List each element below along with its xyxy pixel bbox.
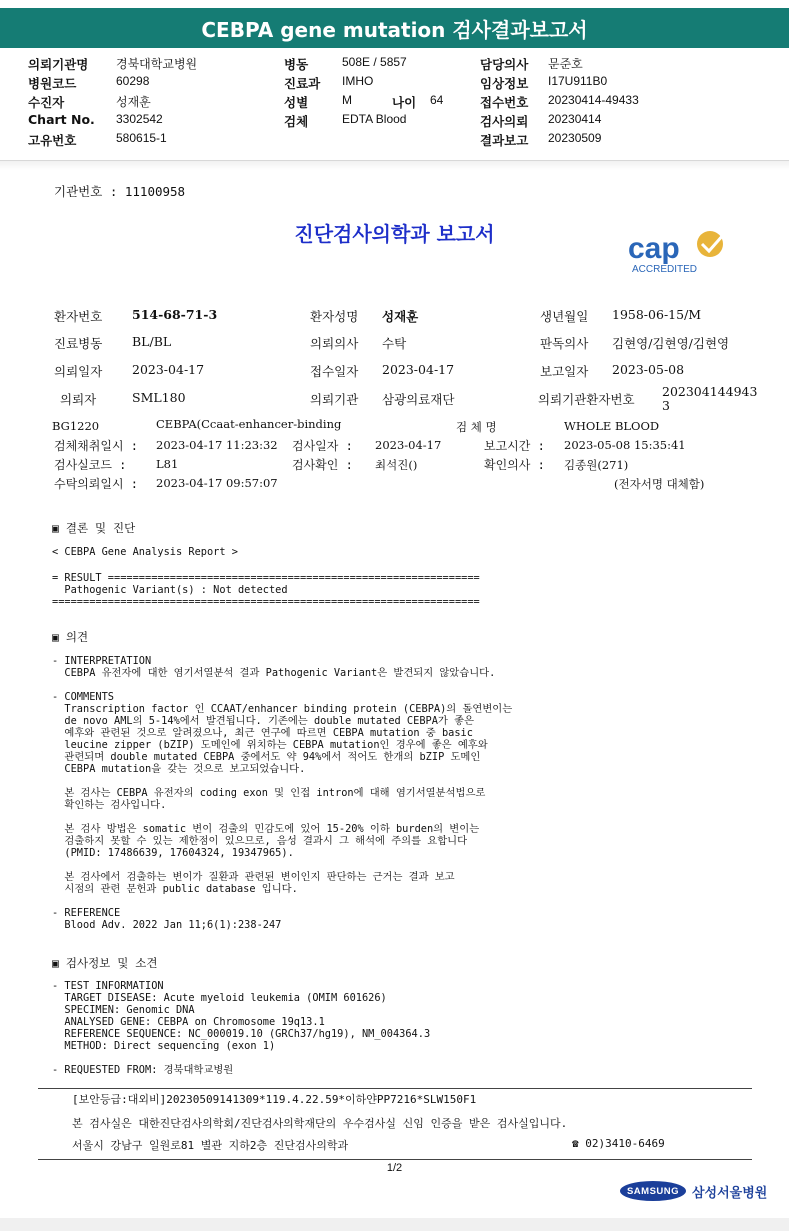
result-block: = RESULT ============================================================ Pathogenic Variant(s) : Not detected ===================================================================== [52, 572, 480, 608]
label-test-date: 검사일자 : [292, 439, 353, 453]
value-chart-no: 3302542 [116, 112, 163, 126]
label-clinical-info: 임상정보 [480, 76, 529, 91]
label-chart-no: Chart No. [28, 112, 95, 127]
label-accession-no: 접수번호 [480, 95, 529, 110]
security-line: [보안등급:대외비]20230509141309*119.4.22.59*이하얀PP7216*SLW150F1 [72, 1093, 477, 1106]
label-patient-no: 환자번호 [54, 309, 103, 324]
header-divider [0, 160, 789, 170]
section-opinion-title: ▣ 의견 [52, 630, 89, 644]
label-consign-time: 수탁의뢰일시 : [54, 477, 139, 491]
e-signature-note: (전자서명 대체함) [614, 477, 705, 491]
label-receipt-date: 접수일자 [310, 364, 359, 379]
label-attending-doctor: 담당의사 [480, 57, 529, 72]
section-test-info-title: ▣ 검사정보 및 소견 [52, 956, 158, 970]
patient-header [28, 55, 789, 150]
value-org-patient-no-cont: 3 [662, 398, 670, 413]
value-request-date: 2023-04-17 [132, 362, 205, 377]
label-report-time: 보고시간 : [484, 439, 545, 453]
label-reading-doctor: 판독의사 [540, 336, 589, 351]
label-ward: 병동 [284, 57, 309, 72]
label-age: 나이 [392, 95, 417, 110]
value-lab-code: L81 [156, 457, 179, 471]
value-sex: M [342, 93, 352, 107]
samsung-hospital-logo [620, 1180, 767, 1202]
label-collection-time: 검체채취일시 : [54, 439, 139, 453]
institution-number: 기관번호 : 11100958 [54, 184, 186, 199]
label-sex: 성별 [284, 95, 309, 110]
value-test-confirm: 최석진() [375, 458, 418, 472]
value-accession-no: 20230414-49433 [548, 93, 639, 107]
value-requesting-org: 삼광의료재단 [382, 392, 455, 407]
value-ordering-doctor: 수탁 [382, 336, 407, 351]
label-org-patient-no: 의뢰기관환자번호 [538, 392, 635, 407]
value-collection-time: 2023-04-17 11:23:32 [156, 438, 278, 452]
value-patient-no: 514-68-71-3 [132, 307, 218, 322]
address-line: 서울시 강남구 일원로81 별관 지하2층 진단검사의학과 [72, 1139, 349, 1152]
test-name: CEBPA(Ccaat-enhancer-binding [156, 417, 342, 431]
label-report-date: 보고일자 [540, 364, 589, 379]
opinion-block: - INTERPRETATION CEBPA 유전자에 대한 염기서열분석 결과 Pathogenic Variant은 발견되지 않았습니다. - COMMENTS Transcription factor 인 CCAAT/enhancer binding protein (CEBPA)의 돌연변이는 de novo AML의 5-14%에서 발견됩니다. 기존에는 double mutated CEBPA가 좋은 예후와 관련된 것으로 알려졌으나, 최근 연구에 따르면 CEBPA mutation 중 basic leucine zipper (bZIP) 도메인에 위치하는 CEBPA mutation인 경우에 좋은 예후와 관련되며 double mutated CEBPA 중에서도 약 94%에서 적어도 한개의 bZIP 도메인 CEBPA mutation을 갖는 것으로 보고되었습니다. 본 검사는 CEBPA 유전자의 coding exon 및 인접 intron에 대해 염기서열분석법으로 확인하는 검사입니다. 본 검사 방법은 somatic 변이 검출의 민감도에 있어 15-20% 이하 burden의 변이는 검출하지 못할 수 있는 제한점이 있으므로, 음성 결과시 그 해석에 주의를 요합니다 (PMID: 17486639, 17604324, 19347965). 본 검사에서 검출하는 변이가 질환과 관련된 변이인지 판단하는 근거는 결과 보고 시점의 관련 문헌과 public database 입니다. - REFERENCE Blood Adv. 2022 Jan 11;6(1):238-247 [52, 655, 513, 931]
label-birth-date: 생년월일 [540, 309, 589, 324]
label-request-date: 의뢰일자 [54, 364, 103, 379]
label-requester: 의뢰자 [60, 392, 97, 407]
value-receipt-date: 2023-04-17 [382, 362, 455, 377]
label-lab-code: 검사실코드 : [54, 458, 127, 472]
report-title: 진단검사의학과 보고서 [294, 222, 495, 246]
value-patient: 성재훈 [116, 95, 151, 109]
value-report-date: 2023-05-08 [612, 362, 685, 377]
label-patient-name: 환자성명 [310, 309, 359, 324]
page-number: 1/2 [386, 1162, 403, 1174]
section-conclusion-title: ▣ 결론 및 진단 [52, 521, 136, 535]
label-test-confirm: 검사확인 : [292, 458, 353, 472]
value-report-time: 2023-05-08 15:35:41 [564, 438, 686, 452]
value-birth-date: 1958-06-15/M [612, 307, 702, 322]
cap-accredited-logo [624, 226, 734, 276]
label-ward-bed: 진료병동 [54, 336, 103, 351]
certification-line: 본 검사실은 대한진단검사의학회/진단검사의학재단의 우수검사실 신임 인증을 받은 검사실입니다. [72, 1117, 568, 1130]
value-requester: SML180 [132, 390, 186, 405]
value-patient-name: 성재훈 [382, 309, 419, 324]
label-unique-no: 고유번호 [28, 133, 77, 148]
label-requesting-org: 의뢰기관 [310, 392, 359, 407]
value-unique-no: 580615-1 [116, 131, 167, 145]
label-department: 진료과 [284, 76, 321, 91]
label-hospital-code: 병원코드 [28, 76, 77, 91]
value-test-date: 2023-04-17 [375, 438, 442, 452]
value-ward-bed: BL/BL [132, 334, 172, 349]
value-specimen-name: WHOLE BLOOD [564, 419, 660, 433]
label-patient: 수진자 [28, 95, 65, 110]
samsung-brand: SAMSUNG [620, 1181, 686, 1201]
footer-box [38, 1088, 752, 1160]
value-result-report: 20230509 [548, 131, 602, 145]
value-clinical-info: I17U911B0 [548, 74, 608, 88]
value-age: 64 [430, 93, 444, 107]
label-specimen: 검체 [284, 114, 309, 129]
value-specimen: EDTA Blood [342, 112, 407, 126]
value-confirm-doctor: 김종원(271) [564, 458, 629, 472]
phone-line: ☎ 02)3410-6469 [572, 1137, 665, 1150]
value-reading-doctor: 김현영/김현영/김현영 [612, 336, 730, 351]
label-ordering-doctor: 의뢰의사 [310, 336, 359, 351]
hospital-name: 삼성서울병원 [692, 1185, 768, 1201]
label-test-request: 검사의뢰 [480, 114, 529, 129]
report-name: < CEBPA Gene Analysis Report > [52, 546, 238, 558]
cap-logo-text: cap [628, 232, 680, 265]
label-result-report: 결과보고 [480, 133, 529, 148]
value-org-patient-no: 202304144943 [662, 384, 758, 399]
label-requesting-institution: 의뢰기관명 [28, 57, 89, 72]
cap-logo-subtext: ACCREDITED [632, 264, 698, 275]
value-attending-doctor: 문준호 [548, 57, 583, 71]
value-department: IMHO [342, 74, 374, 88]
test-info-block: - TEST INFORMATION TARGET DISEASE: Acute myeloid leukemia (OMIM 601626) SPECIMEN: Genomic DNA ANALYSED GENE: CEBPA on Chromosome 19q13.1 REFERENCE SEQUENCE: NC_000019.10 (GRCh37/hg19), NM_004364.3 METHOD: Direct sequencing (exon 1) - REQUESTED FROM: 경북대학교병원 [52, 980, 431, 1076]
value-requesting-institution: 경북대학교병원 [116, 57, 198, 71]
label-confirm-doctor: 확인의사 : [484, 458, 545, 472]
value-ward: 508E / 5857 [342, 55, 407, 69]
label-specimen-name: 검 체 명 [456, 420, 497, 434]
test-code: BG1220 [52, 419, 100, 433]
report-header-title: CEBPA gene mutation 검사결과보고서 [0, 8, 789, 48]
value-hospital-code: 60298 [116, 74, 150, 88]
bottom-strip [0, 1218, 789, 1231]
value-test-request: 20230414 [548, 112, 602, 126]
value-consign-time: 2023-04-17 09:57:07 [156, 476, 278, 490]
